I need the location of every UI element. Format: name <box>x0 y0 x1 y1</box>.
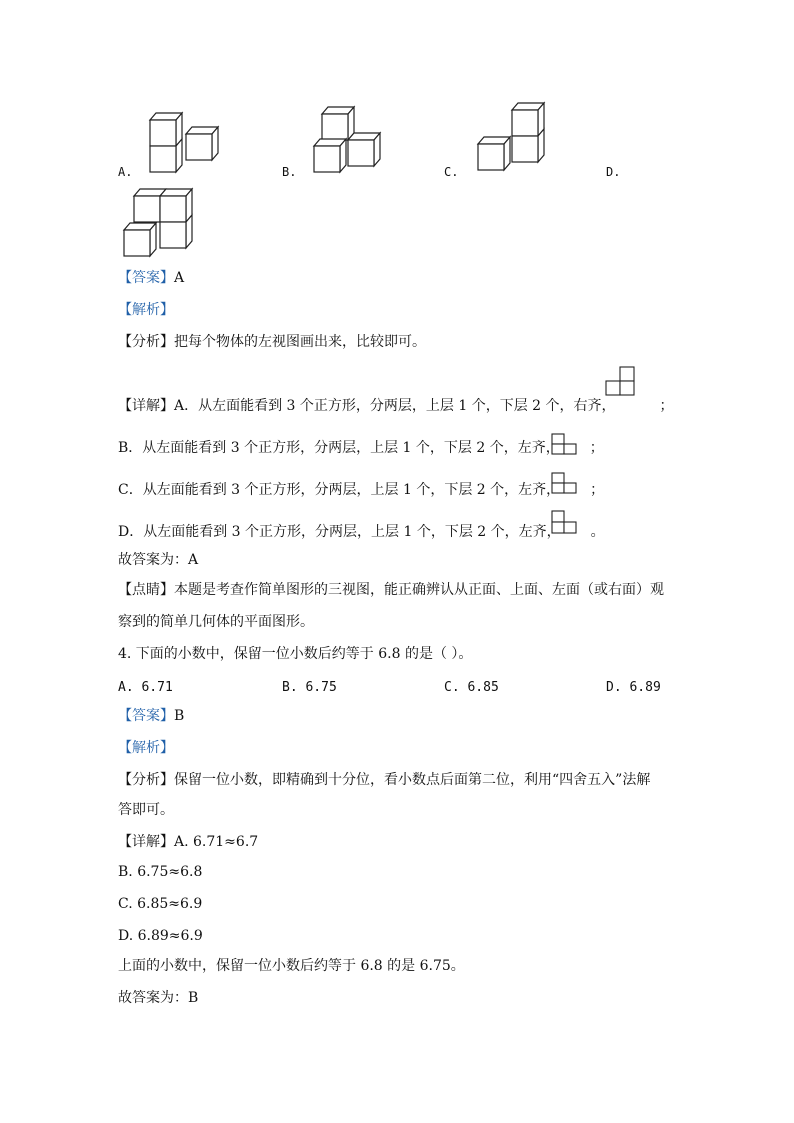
detail-d-text: D．从左面能看到 3 个正方形，分两层，上层 1 个，下层 2 个，左齐， <box>118 524 561 540</box>
q4-summary <box>118 956 465 976</box>
dianjing-text-1: 本题是考查作简单图形的三视图，能正确辨认从正面、上面、左面（或右面）观 <box>174 582 664 598</box>
detail-a-end: ； <box>659 398 674 414</box>
q4-fenxi <box>118 770 650 790</box>
detail-tag: 【详解】 <box>118 834 174 850</box>
question-text: 4. 下面的小数中，保留一位小数后约等于 6.8 的是（ ）。 <box>118 646 473 662</box>
analysis-tag: 【解析】 <box>118 302 174 318</box>
answer-value: B <box>174 708 185 724</box>
q4-conclusion <box>118 988 198 1008</box>
dianjing-text-2: 察到的简单几何体的平面图形。 <box>118 614 314 630</box>
detail-tag: 【详解】 <box>118 398 174 414</box>
left-view-a-icon <box>604 366 636 398</box>
detail-c-end: ； <box>590 482 605 498</box>
q3-detail-a <box>118 396 674 416</box>
figure-option-d-label: D. <box>606 165 621 179</box>
summary-text: 上面的小数中，保留一位小数后约等于 6.8 的是 6.75。 <box>118 958 465 974</box>
q3-analysis-heading <box>118 300 174 320</box>
detail-c-text: C. 6.85≈6.9 <box>118 896 203 912</box>
q4-question <box>118 644 472 664</box>
q3-detail-b <box>118 438 604 458</box>
q3-detail-c <box>118 480 604 500</box>
detail-b-end: ； <box>589 440 604 456</box>
q4-detail-c <box>118 894 202 914</box>
fenxi-tag: 【分析】 <box>118 334 174 350</box>
q4-detail-b <box>118 862 202 882</box>
q3-detail-d <box>118 522 605 542</box>
figure-option-c-label: C. <box>444 165 459 179</box>
analysis-tag: 【解析】 <box>118 740 174 756</box>
q4-fenxi-cont <box>118 800 174 820</box>
detail-a-text: A. 6.71≈6.7 <box>174 834 259 850</box>
figure-option-a-label: A. <box>118 165 133 179</box>
detail-d-text: D. 6.89≈6.9 <box>118 928 203 944</box>
q4-answer <box>118 706 184 726</box>
figure-option-d-cubes <box>122 186 198 258</box>
q3-fenxi <box>118 332 426 352</box>
fenxi-tag: 【分析】 <box>118 772 174 788</box>
q4-option-b: B. 6.75 <box>282 680 337 695</box>
conclusion-text: 故答案为：A <box>118 552 199 568</box>
q3-conclusion <box>118 550 198 570</box>
q4-option-c: C. 6.85 <box>444 680 499 695</box>
detail-b-text: B. 6.75≈6.8 <box>118 864 203 880</box>
answer-value: A <box>174 270 185 286</box>
answer-tag: 【答案】 <box>118 270 174 286</box>
detail-c-text: C．从左面能看到 3 个正方形，分两层，上层 1 个，下层 2 个，左齐， <box>118 482 561 498</box>
q3-dianjing <box>118 580 664 600</box>
answer-tag: 【答案】 <box>118 708 174 724</box>
q4-option-a: A. 6.71 <box>118 680 173 695</box>
q4-detail-a <box>118 832 258 852</box>
q3-dianjing-cont <box>118 612 314 632</box>
q4-analysis-heading <box>118 738 174 758</box>
figure-option-c-cubes <box>476 100 552 174</box>
figure-option-b-label: B. <box>282 165 297 179</box>
q3-answer <box>118 268 184 288</box>
detail-a-text: A．从左面能看到 3 个正方形，分两层，上层 1 个，下层 2 个，右齐， <box>174 398 616 414</box>
q4-option-d: D. 6.89 <box>606 680 661 695</box>
detail-b-text: B．从左面能看到 3 个正方形，分两层，上层 1 个，下层 2 个，左齐， <box>118 440 560 456</box>
detail-d-end: 。 <box>590 524 605 540</box>
fenxi-text-2: 答即可。 <box>118 802 174 818</box>
dianjing-tag: 【点睛】 <box>118 582 174 598</box>
q4-detail-d <box>118 926 203 946</box>
fenxi-text: 把每个物体的左视图画出来，比较即可。 <box>174 334 426 350</box>
conclusion-text: 故答案为：B <box>118 990 199 1006</box>
figure-option-b-cubes <box>312 102 388 174</box>
fenxi-text-1: 保留一位小数，即精确到十分位，看小数点后面第二位，利用“四舍五入”法解 <box>174 772 651 788</box>
figure-option-a-cubes <box>148 108 224 174</box>
